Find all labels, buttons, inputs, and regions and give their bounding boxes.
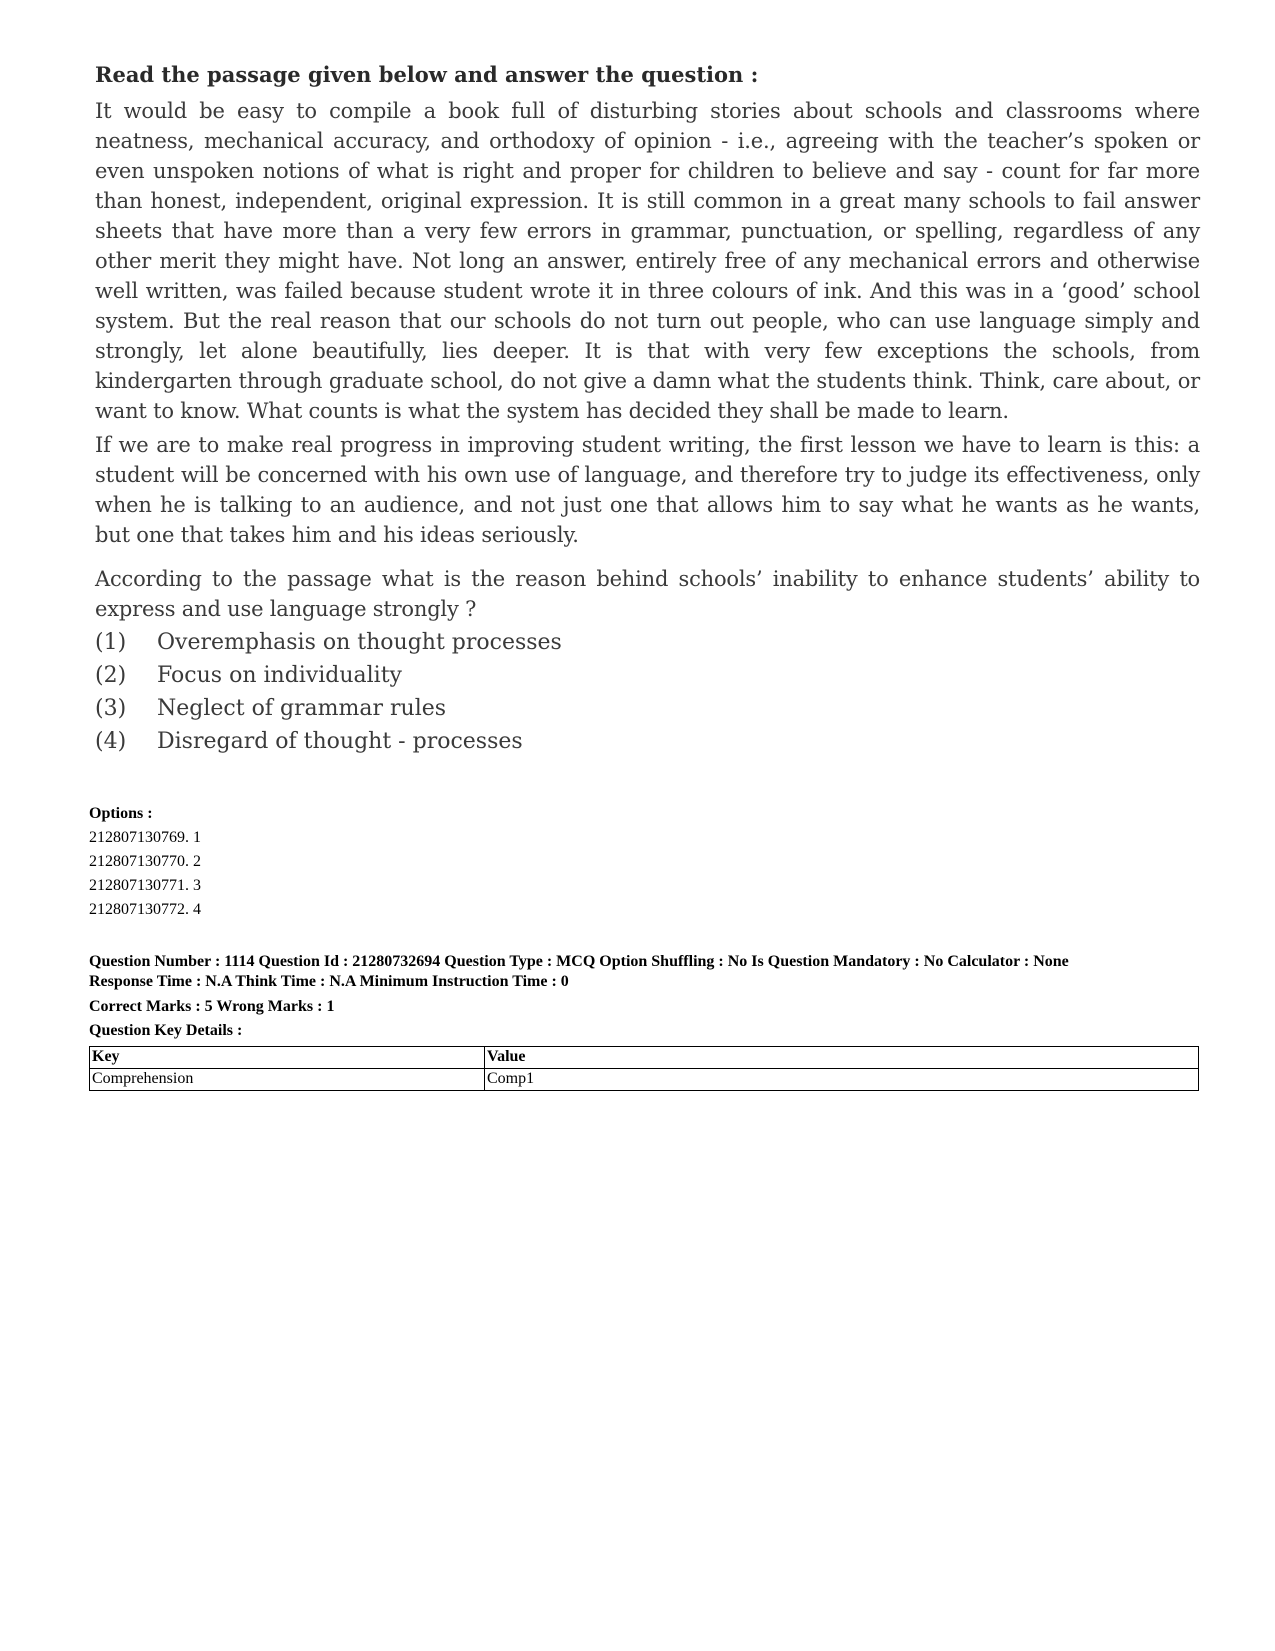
table-cell-value: Comp1: [485, 1069, 1199, 1091]
passage-heading: Read the passage given below and answer the question :: [95, 62, 759, 87]
options-label: Options :: [89, 805, 153, 822]
question-image: [95, 60, 1200, 758]
question-text: According to the passage what is the reason behind schools’ inability to enhance students’ ability to express and use language strongly ?: [95, 567, 1200, 621]
passage-paragraph-2: If we are to make real progress in improving student writing, the first lesson we have to learn is this: a student will be concerned with his own use of language, and therefore try to judge its effectiveness, only when he is talking to an audience, and not just one that allows him to say what he wants as he wants, but one that takes him and his ideas seriously.: [95, 433, 1200, 547]
choice-1: [95, 626, 1200, 659]
choice-text: Disregard of thought - processes: [157, 729, 523, 754]
key-details-table: [89, 1046, 1199, 1091]
choice-text: Focus on individuality: [157, 663, 402, 688]
table-cell-key: Comprehension: [90, 1069, 485, 1091]
option-id-1: 212807130769. 1: [89, 829, 201, 846]
option-id-4: 212807130772. 4: [89, 901, 201, 918]
table-header-value: Value: [485, 1047, 1199, 1069]
table-header-row: [90, 1047, 1199, 1069]
choice-2: [95, 659, 1200, 692]
choice-text: Neglect of grammar rules: [157, 696, 447, 721]
passage-paragraph-1: It would be easy to compile a book full of disturbing stories about schools and classrooms where neatness, mechanical accuracy, and orthodoxy of opinion - i.e., agreeing with the teacher’s spoken or even unspoken notions of what is right and proper for children to believe and say - count for far more than honest, independent, original expression. It is still common in a great many schools to fail answer sheets that have more than a very few errors in grammar, punctuation, or spelling, regardless of any other merit they might have. Not long an answer, entirely free of any mechanical errors and otherwise well written, was failed because student wrote it in three colours of ink. And this was in a ‘good’ school system. But the real reason that our schools do not turn out people, who can use language simply and strongly, let alone beautifully, lies deeper. It is that with very few exceptions the schools, from kindergarten through graduate school, do not give a damn what the students think. Think, care about, or want to know. What counts is what the system has decided they shall be made to learn.: [95, 99, 1200, 423]
question-metadata: [89, 802, 1199, 1091]
question-info-line-1: Question Number : 1114 Question Id : 21280732694 Question Type : MCQ Option Shuffling : No Is Question Mandatory : No Calculator : None: [89, 953, 1069, 970]
choice-number: (1): [95, 630, 127, 655]
choice-number: (4): [95, 729, 127, 754]
question-info-line-2: Response Time : N.A Think Time : N.A Minimum Instruction Time : 0: [89, 973, 569, 990]
choice-number: (3): [95, 696, 127, 721]
option-id-2: 212807130770. 2: [89, 853, 201, 870]
choice-number: (2): [95, 663, 127, 688]
choice-4: [95, 725, 1200, 758]
choice-3: [95, 692, 1200, 725]
marks-line: Correct Marks : 5 Wrong Marks : 1: [89, 998, 335, 1015]
table-header-key: Key: [90, 1047, 485, 1069]
option-id-3: 212807130771. 3: [89, 877, 201, 894]
table-row: [90, 1069, 1199, 1091]
question-info: [89, 952, 1199, 992]
choice-text: Overemphasis on thought processes: [157, 630, 562, 655]
key-details-label: Question Key Details :: [89, 1022, 243, 1039]
